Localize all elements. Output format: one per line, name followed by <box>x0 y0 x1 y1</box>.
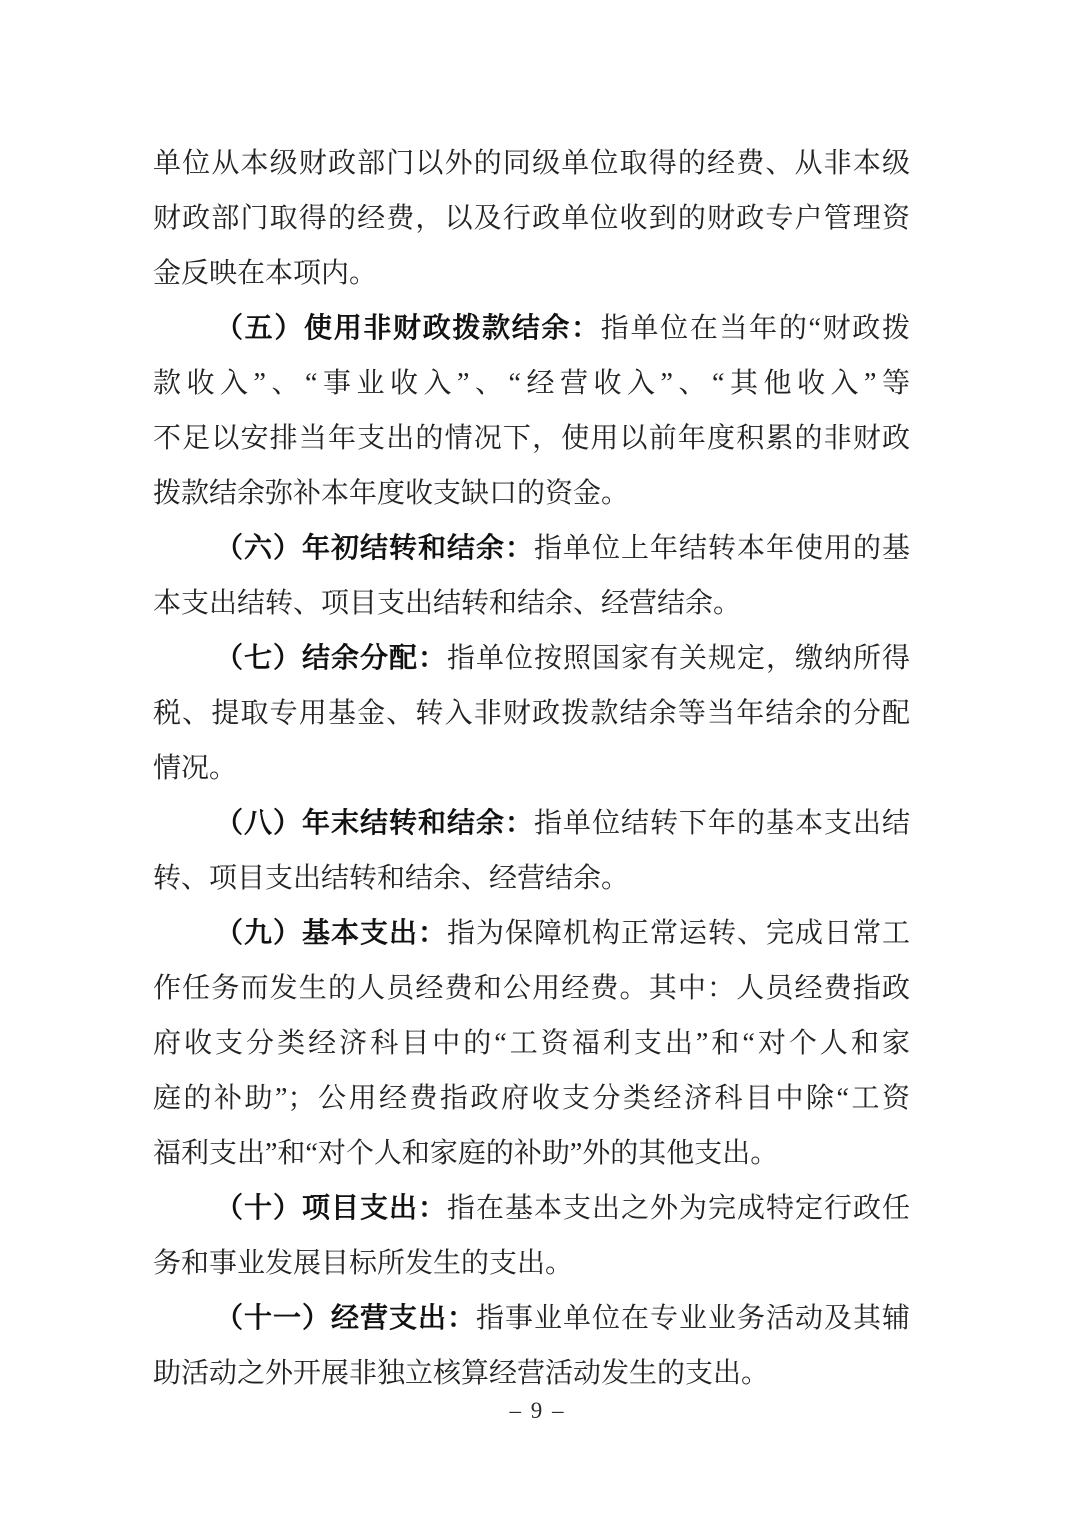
text-line <box>153 301 910 356</box>
paragraph-lead-label: （五）使用非财政拨款结余： <box>215 313 601 344</box>
text-line <box>153 1236 910 1291</box>
paragraph-text: 指事业单位在专业业务活动及其辅 <box>476 1303 910 1334</box>
text-line <box>153 136 910 191</box>
text-line <box>153 466 910 521</box>
paragraph-lead-label: （七）结余分配： <box>215 643 447 674</box>
text-line <box>153 961 910 1016</box>
paragraph-text: 款收入”、“事业收入”、“经营收入”、“其他收入”等 <box>153 368 910 399</box>
text-line <box>153 576 910 631</box>
paragraph-lead-label: （六）年初结转和结余： <box>215 533 534 564</box>
paragraph-text: 指在基本支出之外为完成特定行政任 <box>447 1193 910 1224</box>
text-line <box>153 191 910 246</box>
paragraph-lead-label: （十）项目支出： <box>215 1193 447 1224</box>
paragraph-text: 指单位按照国家有关规定，缴纳所得 <box>447 643 910 674</box>
paragraph-text: 庭的补助”；公用经费指政府收支分类经济科目中除“工资 <box>153 1083 910 1114</box>
text-line <box>153 356 910 411</box>
paragraph-text: 府收支分类经济科目中的“工资福利支出”和“对个人和家 <box>153 1028 910 1059</box>
paragraph-text: 务和事业发展目标所发生的支出。 <box>153 1248 574 1279</box>
paragraph-text: 作任务而发生的人员经费和公用经费。其中：人员经费指政 <box>153 973 910 1004</box>
paragraph-text: 转、项目支出结转和结余、经营结余。 <box>153 863 630 894</box>
text-line <box>153 686 910 741</box>
text-line <box>153 411 910 466</box>
paragraph-text: 福利支出”和“对个人和家庭的补助”外的其他支出。 <box>153 1138 779 1169</box>
paragraph-lead-label: （八）年末结转和结余： <box>215 808 534 839</box>
page-number: – 9 – <box>509 1398 566 1423</box>
text-line <box>153 246 910 301</box>
paragraph-text: 指单位上年结转本年使用的基 <box>534 533 910 564</box>
paragraph-text: 本支出结转、项目支出结转和结余、经营结余。 <box>153 588 742 619</box>
paragraph-text: 情况。 <box>153 753 238 784</box>
paragraph-lead-label: （十一）经营支出： <box>215 1303 476 1334</box>
paragraph-text: 指单位在当年的“财政拨 <box>600 313 910 344</box>
page-footer <box>0 1398 1075 1424</box>
paragraph-text: 金反映在本项内。 <box>153 258 378 289</box>
paragraph-text: 指单位结转下年的基本支出结 <box>534 808 910 839</box>
paragraph-text: 助活动之外开展非独立核算经营活动发生的支出。 <box>153 1358 770 1389</box>
text-line <box>153 1126 910 1181</box>
text-line <box>153 1016 910 1071</box>
text-line <box>153 631 910 686</box>
text-line <box>153 796 910 851</box>
paragraph-text: 财政部门取得的经费，以及行政单位收到的财政专户管理资 <box>153 203 910 234</box>
text-line <box>153 1346 910 1401</box>
text-line <box>153 906 910 961</box>
text-line <box>153 1181 910 1236</box>
text-line <box>153 741 910 796</box>
paragraph-text: 拨款结余弥补本年度收支缺口的资金。 <box>153 478 630 509</box>
paragraph-text: 不足以安排当年支出的情况下，使用以前年度积累的非财政 <box>153 423 910 454</box>
paragraph-text: 税、提取专用基金、转入非财政拨款结余等当年结余的分配 <box>153 698 910 729</box>
text-line <box>153 1071 910 1126</box>
paragraph-text: 单位从本级财政部门以外的同级单位取得的经费、从非本级 <box>153 148 910 179</box>
document-body <box>153 136 910 1401</box>
paragraph-text: 指为保障机构正常运转、完成日常工 <box>447 918 910 949</box>
text-line <box>153 521 910 576</box>
paragraph-lead-label: （九）基本支出： <box>215 918 447 949</box>
text-line <box>153 851 910 906</box>
text-line <box>153 1291 910 1346</box>
